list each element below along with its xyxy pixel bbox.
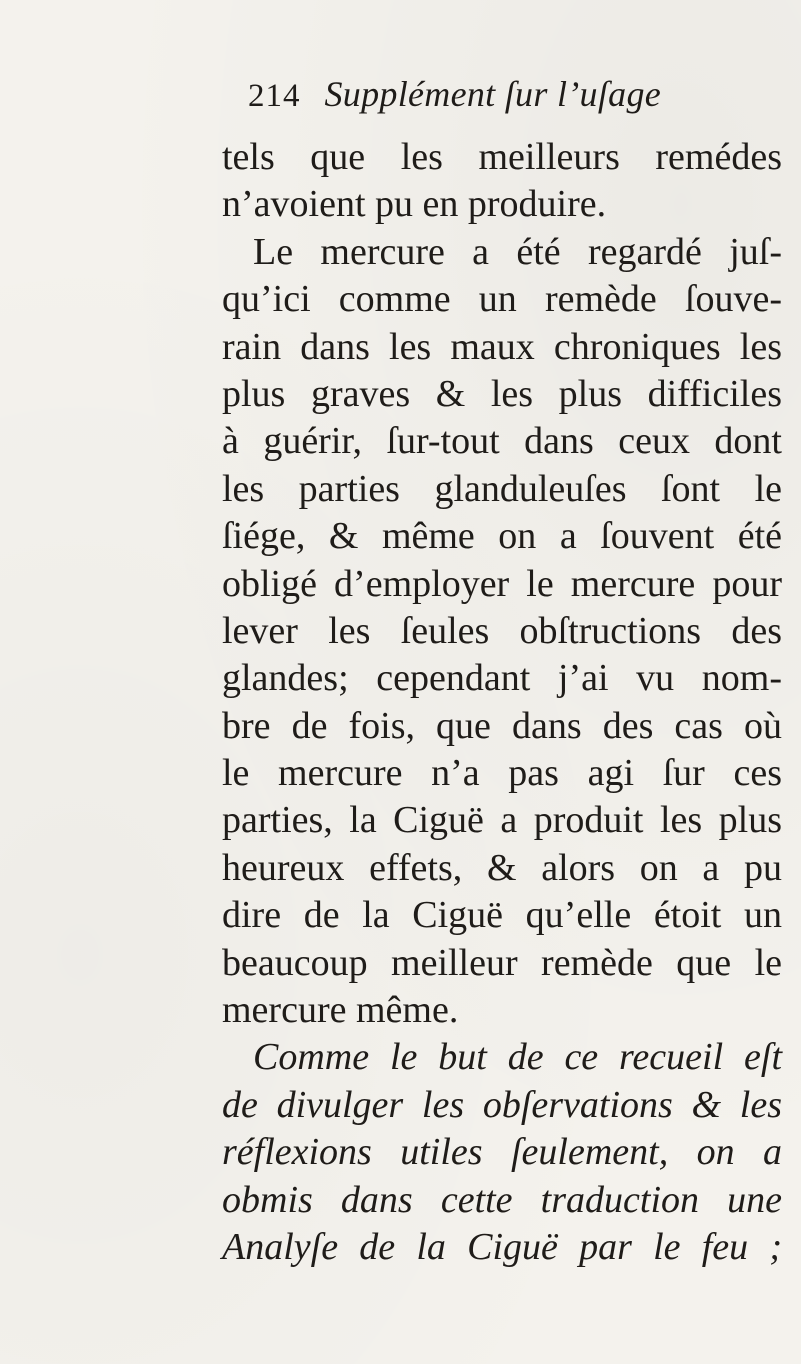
text-line: les parties glanduleuſes ſont le: [222, 467, 782, 510]
text-line: Analyſe de la Ciguë par le feu ;: [222, 1225, 782, 1268]
text-line: Le mercure a été regardé juſ-: [253, 230, 782, 273]
text-line: plus graves & les plus difficiles: [222, 372, 782, 415]
page-number: 214: [248, 78, 301, 114]
text-line: bre de fois, que dans des cas où: [222, 704, 782, 747]
text-line: tels que les meilleurs remédes: [222, 136, 782, 178]
text-line: obligé d’employer le mercure pour: [222, 562, 782, 605]
text-line: réflexions utiles ſeulement, on a: [222, 1131, 782, 1174]
text-line: lever les ſeules obſtructions des: [222, 609, 782, 652]
text-line: beaucoup meilleur remède que le: [222, 941, 782, 984]
text-line: parties, la Ciguë a produit les plus: [222, 799, 782, 842]
text-line: de divulger les obſervations & les: [222, 1083, 782, 1126]
text-line: rain dans les maux chroniques les: [222, 325, 782, 368]
page-header: [248, 73, 718, 129]
text-line: heureux effets, & alors on a pu: [222, 846, 782, 889]
running-title: Supplément ſur l’uſage: [324, 74, 662, 114]
text-line: obmis dans cette traduction une: [222, 1178, 782, 1221]
text-line: qu’ici comme un remède ſouve-: [222, 278, 782, 321]
text-line: mercure même.: [222, 989, 459, 1032]
text-line: le mercure n’a pas agi ſur ces: [222, 752, 782, 795]
text-line: Comme le but de ce recueil eſt: [253, 1036, 782, 1079]
text-line: dire de la Ciguë qu’elle étoit un: [222, 894, 782, 937]
text-line: glandes; cependant j’ai vu nom-: [222, 657, 782, 700]
body-text: [222, 134, 782, 1271]
text-line: ſiége, & même on a ſouvent été: [222, 515, 782, 558]
text-line: n’avoient pu en produire.: [222, 183, 607, 226]
text-line: à guérir, ſur-tout dans ceux dont: [222, 420, 782, 463]
